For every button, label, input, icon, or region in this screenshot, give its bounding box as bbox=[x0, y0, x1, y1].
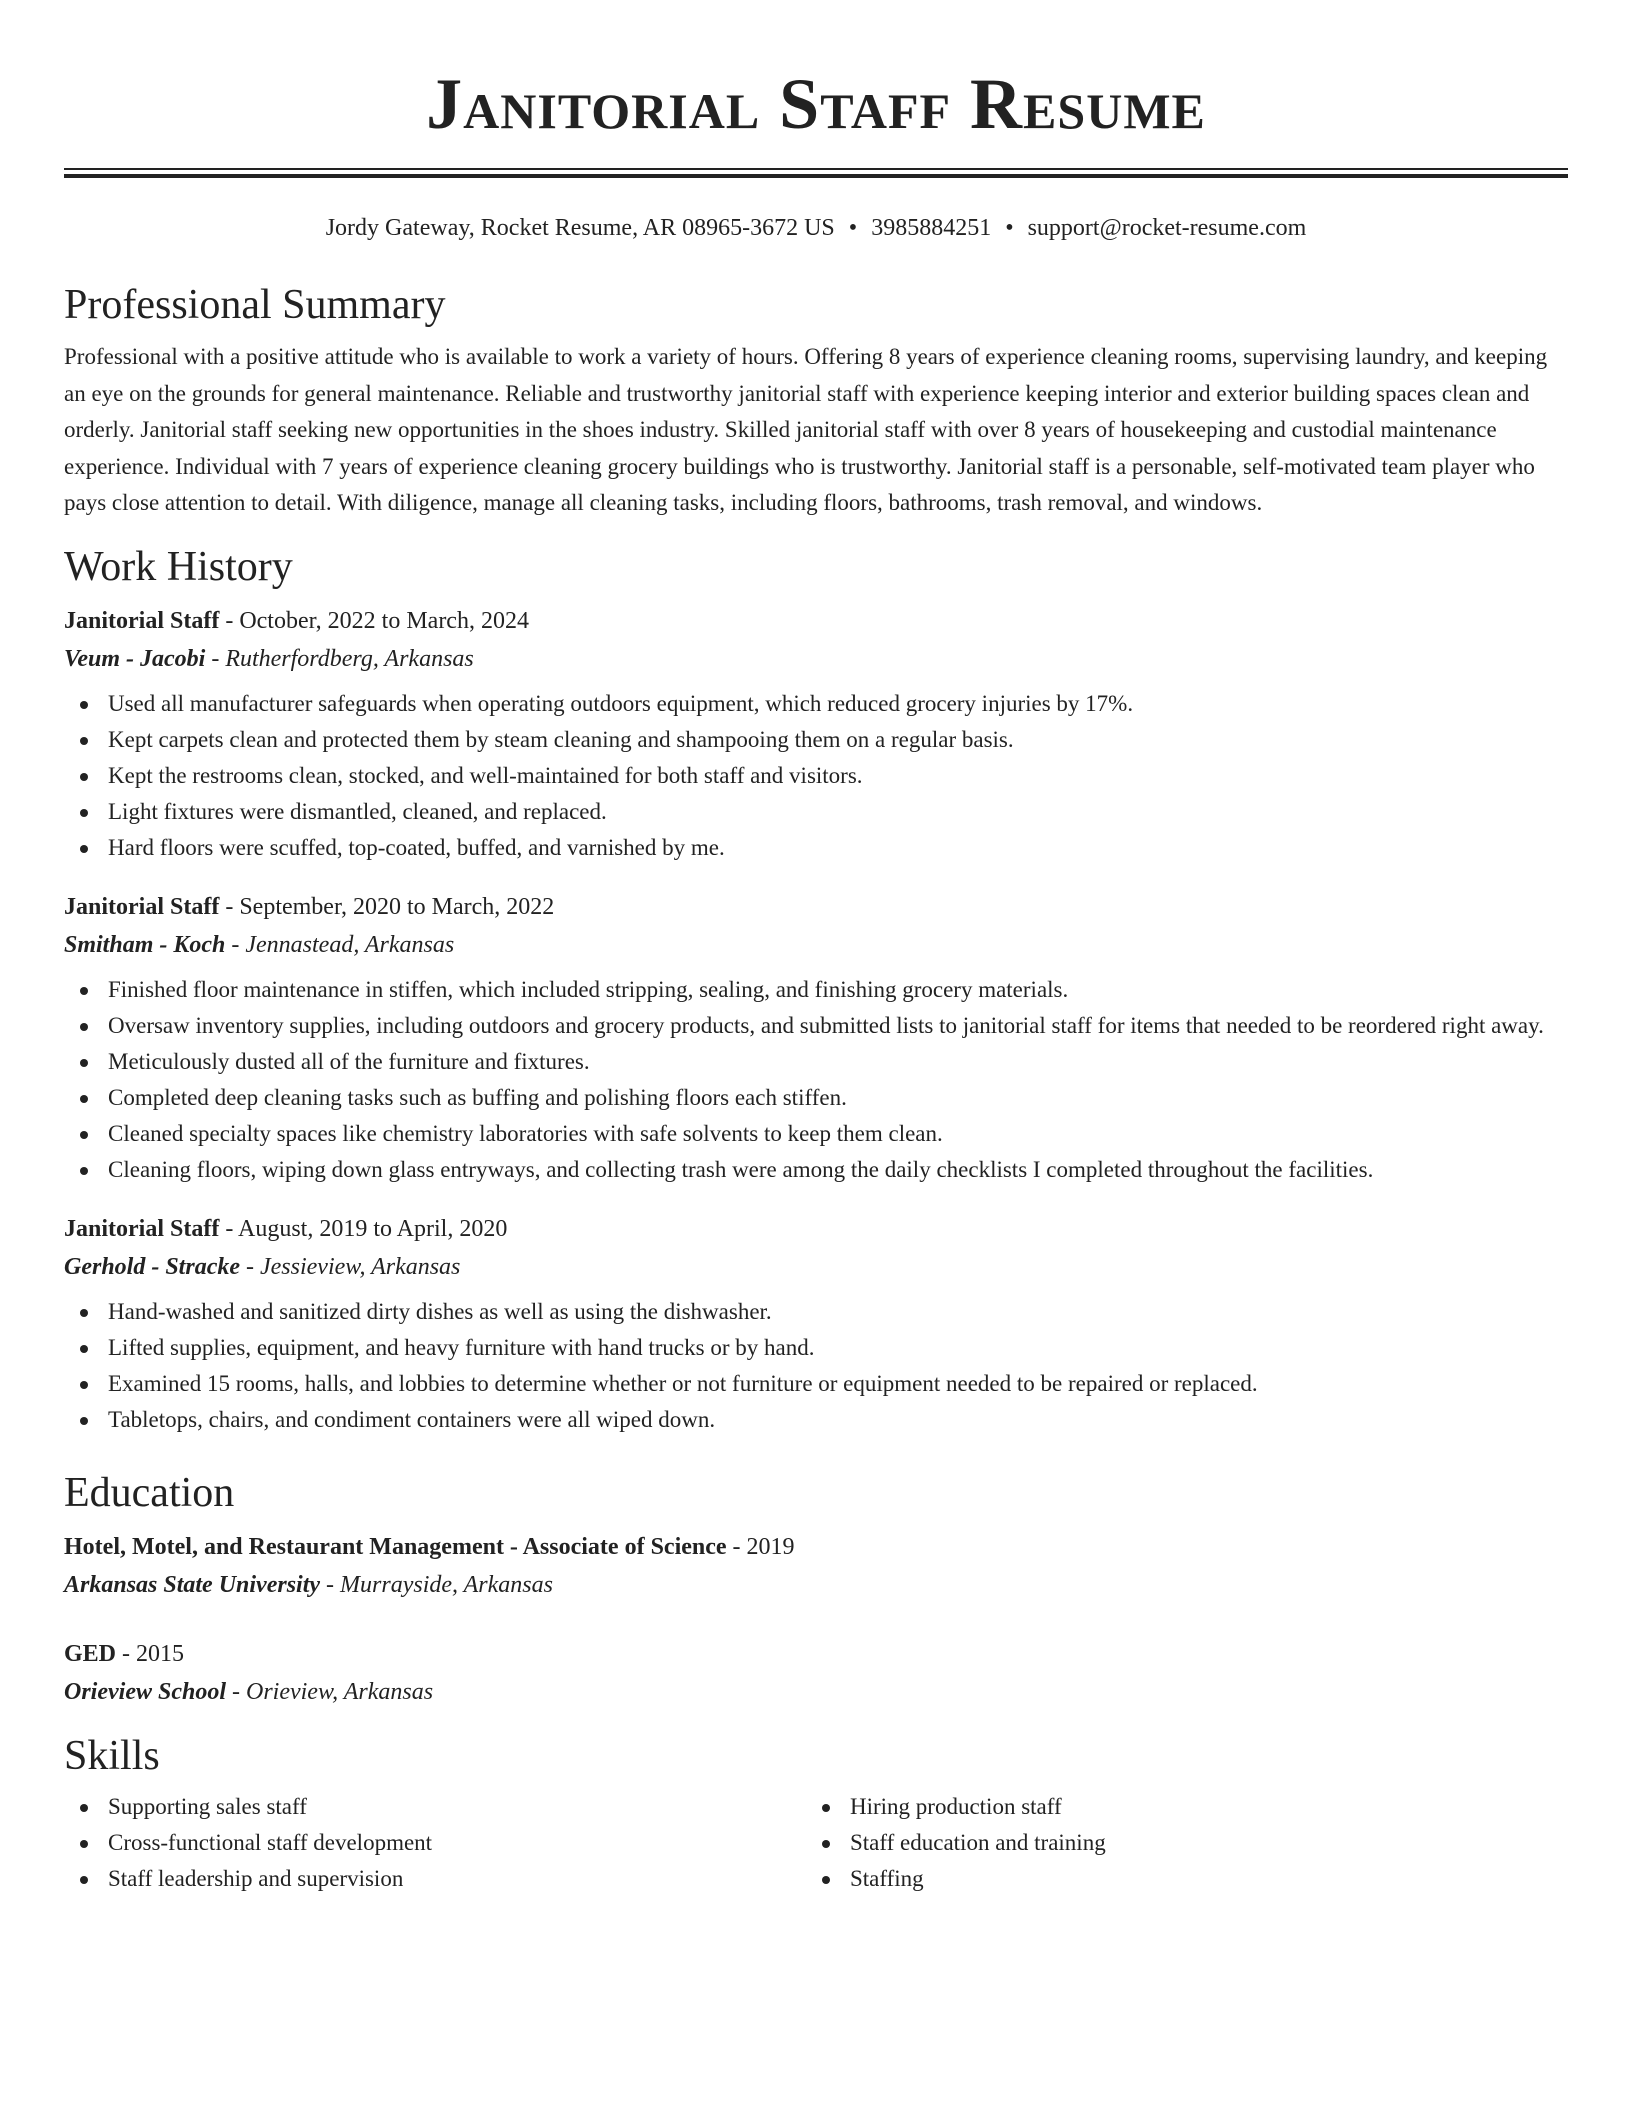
list-item: Finished floor maintenance in stiffen, which included stripping, sealing, and finishing grocery materials. bbox=[64, 972, 1568, 1008]
title-divider bbox=[64, 168, 1568, 177]
list-item: Cleaning floors, wiping down glass entryways, and collecting trash were among the daily checklists I completed throughout the facilities. bbox=[64, 1152, 1568, 1188]
contact-address: Jordy Gateway, Rocket Resume, AR 08965-3672 US bbox=[325, 215, 835, 241]
summary-heading: Professional Summary bbox=[64, 282, 446, 328]
contact-email: support@rocket-resume.com bbox=[1027, 215, 1307, 241]
education-year: - 2019 bbox=[726, 1533, 795, 1560]
education-heading: Education bbox=[64, 1469, 235, 1516]
job-bullets bbox=[64, 972, 1568, 1188]
divider-thin-line bbox=[64, 168, 1568, 170]
job-company: Gerhold - Stracke bbox=[64, 1253, 240, 1280]
education-school-line bbox=[64, 1566, 1568, 1604]
job-dates: - October, 2022 to March, 2024 bbox=[219, 607, 529, 634]
skill-item: Cross-functional staff development bbox=[64, 1825, 806, 1861]
education-degree-line bbox=[64, 1635, 1568, 1673]
list-item: Hand-washed and sanitized dirty dishes as well as using the dishwasher. bbox=[64, 1294, 1568, 1330]
job-bullets bbox=[64, 1294, 1568, 1438]
education-degree-line bbox=[64, 1528, 1568, 1566]
contact-line bbox=[64, 212, 1568, 244]
work-history-heading: Work History bbox=[64, 543, 293, 590]
job-location: - Rutherfordberg, Arkansas bbox=[205, 645, 474, 672]
education-school: Orieview School bbox=[64, 1678, 226, 1705]
list-item: Hard floors were scuffed, top-coated, buffed, and varnished by me. bbox=[64, 830, 1568, 866]
job-dates: - September, 2020 to March, 2022 bbox=[219, 893, 555, 920]
job-location: - Jessieview, Arkansas bbox=[240, 1253, 461, 1280]
list-item: Meticulously dusted all of the furniture and fixtures. bbox=[64, 1044, 1568, 1080]
list-item: Kept carpets clean and protected them by steam cleaning and shampooing them on a regular basis. bbox=[64, 722, 1568, 758]
education-location: - Murrayside, Arkansas bbox=[320, 1571, 553, 1598]
contact-separator: • bbox=[1005, 215, 1014, 241]
list-item: Cleaned specialty spaces like chemistry laboratories with safe solvents to keep them clean. bbox=[64, 1116, 1568, 1152]
education-year: - 2015 bbox=[116, 1640, 185, 1667]
list-item: Examined 15 rooms, halls, and lobbies to determine whether or not furniture or equipment needed to be repaired or replaced. bbox=[64, 1366, 1568, 1402]
job-title-line bbox=[64, 1210, 1568, 1248]
job-bullets bbox=[64, 686, 1568, 866]
job-title: Janitorial Staff bbox=[64, 1215, 220, 1242]
job-company: Veum - Jacobi bbox=[64, 645, 206, 672]
list-item: Used all manufacturer safeguards when operating outdoors equipment, which reduced grocery injuries by 17%. bbox=[64, 686, 1568, 722]
job-title: Janitorial Staff bbox=[64, 607, 220, 634]
job-title: Janitorial Staff bbox=[64, 893, 220, 920]
contact-separator: • bbox=[848, 215, 858, 241]
education-school-line bbox=[64, 1673, 1568, 1711]
resume-page bbox=[64, 0, 1568, 1897]
skills-column-left bbox=[64, 1789, 806, 1897]
education-location: - Orieview, Arkansas bbox=[226, 1678, 434, 1705]
skill-item: Staff education and training bbox=[806, 1825, 1548, 1861]
job-company-line bbox=[64, 640, 1568, 678]
contact-phone: 3985884251 bbox=[871, 215, 992, 241]
skill-item: Staffing bbox=[806, 1861, 1548, 1897]
education-entry bbox=[64, 1528, 1568, 1604]
skills-heading: Skills bbox=[64, 1732, 160, 1779]
list-item: Tabletops, chairs, and condiment containers were all wiped down. bbox=[64, 1402, 1568, 1438]
job-entry bbox=[64, 602, 1568, 866]
skill-item: Hiring production staff bbox=[806, 1789, 1548, 1825]
skills-column-right bbox=[806, 1789, 1548, 1897]
education-degree: GED bbox=[64, 1640, 117, 1667]
job-entry bbox=[64, 1210, 1568, 1438]
education-entry bbox=[64, 1635, 1568, 1711]
skills-list bbox=[64, 1789, 1568, 1897]
job-title-line bbox=[64, 888, 1568, 926]
job-entry bbox=[64, 888, 1568, 1188]
job-location: - Jennastead, Arkansas bbox=[225, 931, 455, 958]
job-company: Smitham - Koch bbox=[64, 931, 226, 958]
job-title-line bbox=[64, 602, 1568, 640]
skill-item: Supporting sales staff bbox=[64, 1789, 806, 1825]
job-company-line bbox=[64, 926, 1568, 964]
skill-item: Staff leadership and supervision bbox=[64, 1861, 806, 1897]
divider-thick-line bbox=[64, 174, 1568, 178]
education-degree: Hotel, Motel, and Restaurant Management - Associate of Science bbox=[64, 1533, 727, 1560]
list-item: Lifted supplies, equipment, and heavy furniture with hand trucks or by hand. bbox=[64, 1330, 1568, 1366]
list-item: Kept the restrooms clean, stocked, and well-maintained for both staff and visitors. bbox=[64, 758, 1568, 794]
summary-text: Professional with a positive attitude who is available to work a variety of hours. Offering 8 years of experience cleaning rooms, supervising laundry, and keeping an eye on the grounds for general maintenance. Reliable and trustworthy janitorial staff with experience keeping interior and exterior building spaces clean and orderly. Janitorial staff seeking new opportunities in the shoes industry. Skilled janitorial staff with over 8 years of housekeeping and custodial maintenance experience. Individual with 7 years of experience cleaning grocery buildings who is trustworthy. Janitorial staff is a personable, self-motivated team player who pays close attention to detail. With diligence, manage all cleaning tasks, including floors, bathrooms, trash removal, and windows. bbox=[64, 344, 1548, 515]
education-school: Arkansas State University bbox=[64, 1571, 321, 1598]
job-dates: - August, 2019 to April, 2020 bbox=[219, 1215, 508, 1242]
resume-title: Janitorial Staff Resume bbox=[426, 64, 1206, 144]
list-item: Completed deep cleaning tasks such as buffing and polishing floors each stiffen. bbox=[64, 1080, 1568, 1116]
list-item: Light fixtures were dismantled, cleaned, and replaced. bbox=[64, 794, 1568, 830]
job-company-line bbox=[64, 1248, 1568, 1286]
list-item: Oversaw inventory supplies, including outdoors and grocery products, and submitted lists to janitorial staff for items that needed to be reordered right away. bbox=[64, 1008, 1568, 1044]
